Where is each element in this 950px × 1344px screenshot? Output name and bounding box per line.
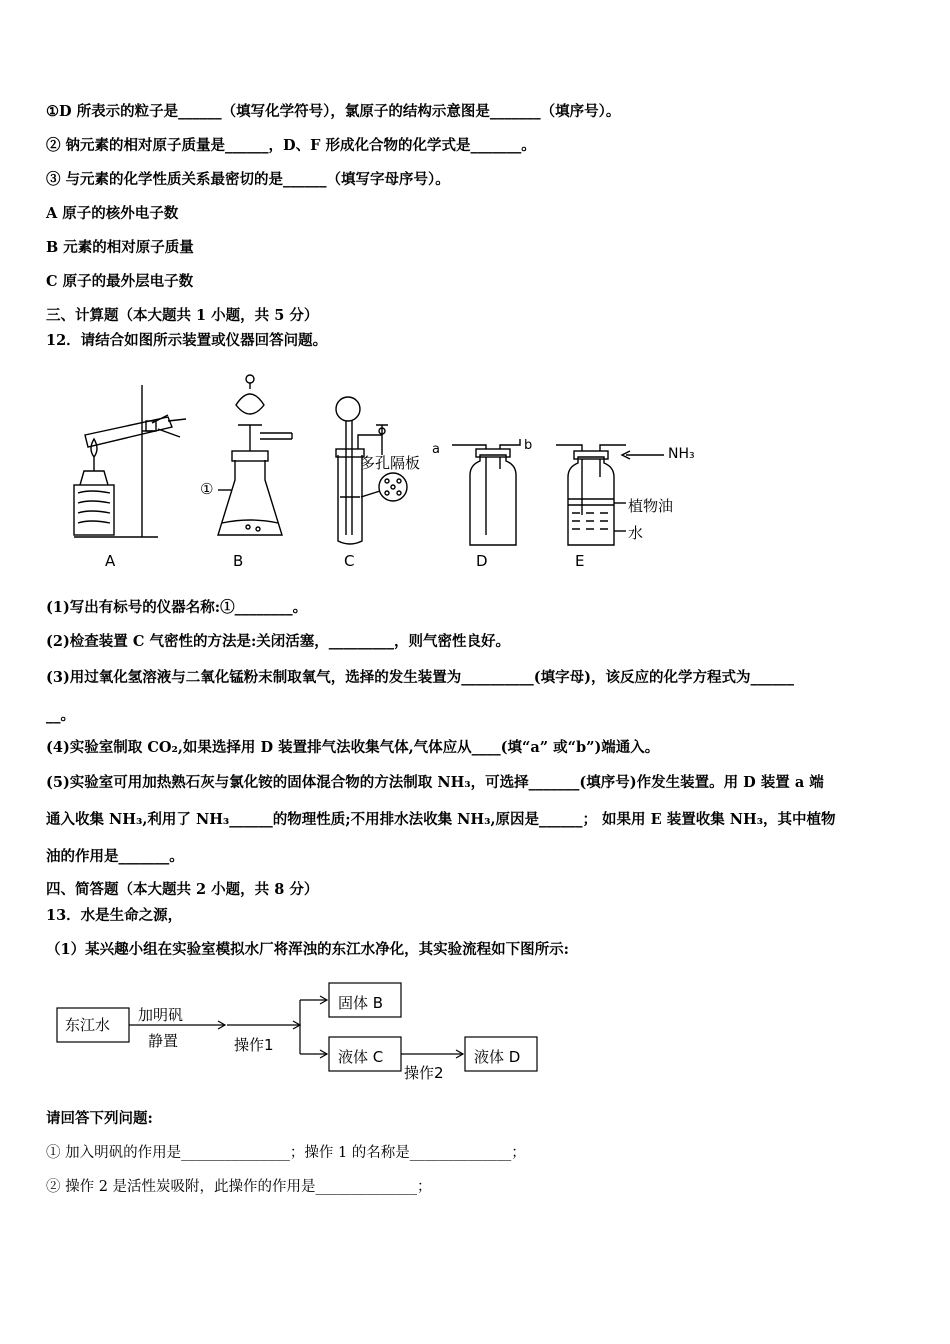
flow-liquid-c: 液体 C — [338, 1048, 384, 1066]
label-port-a: a — [432, 442, 440, 457]
q13-stem: 13．水是生命之源， — [46, 907, 183, 924]
label-porous-plate: 多孔隔板 — [360, 454, 421, 472]
apparatus-b — [218, 375, 292, 535]
label-c: C — [344, 552, 355, 570]
q12-stem: 12．请结合如图所示装置或仪器回答问题。 — [46, 332, 328, 349]
q11-line-3: ③ 与元素的化学性质关系最密切的是______（填写字母序号）。 — [46, 171, 450, 188]
q12-part-3-cont: __。 — [46, 707, 75, 724]
q12-part-3: (3)用过氧化氢溶液与二氧化锰粉末制取氧气，选择的发生装置为__________(填字母)，该反应的化学方程式为______ — [46, 669, 795, 686]
q13-part-1: （1）某兴趣小组在实验室模拟水厂将浑浊的东江水净化，其实验流程如下图所示: — [46, 941, 569, 958]
label-nh3: NH₃ — [668, 446, 695, 462]
q12-part-5: (5)实验室可用加热熟石灰与氯化铵的固体混合物的方法制取 NH₃，可选择_______(填序号)作发生装置。用 D 装置 a 端 — [46, 774, 824, 791]
apparatus-a — [74, 385, 186, 537]
label-water: 水 — [628, 524, 644, 542]
label-d: D — [476, 552, 488, 570]
label-b: B — [233, 552, 244, 570]
flow-operation-2: 操作2 — [404, 1064, 444, 1082]
q13-question-a: ① 加入明矾的作用是_______________；操作 1 的名称是______________； — [46, 1145, 526, 1161]
flow-chart — [55, 980, 555, 1090]
label-e: E — [575, 552, 585, 570]
option-a: A 原子的核外电子数 — [46, 205, 179, 222]
flow-settle: 静置 — [148, 1032, 179, 1050]
q12-part-1: (1)写出有标号的仪器名称:①________。 — [46, 599, 308, 616]
q11-line-1: ①D 所表示的粒子是______（填写化学符号），氯原子的结构示意图是_______（填序号）。 — [46, 103, 621, 120]
section-4-heading: 四、简答题（本大题共 2 小题，共 8 分） — [46, 881, 319, 898]
flow-operation-1: 操作1 — [234, 1036, 274, 1054]
label-port-b: b — [524, 438, 533, 453]
flow-solid-b: 固体 B — [338, 994, 384, 1012]
apparatus-d — [452, 439, 520, 545]
q13-prompt: 请回答下列问题: — [46, 1110, 153, 1127]
flow-start: 东江水 — [65, 1016, 111, 1034]
q12-part-5-cont-1: 通入收集 NH₃,利用了 NH₃______的物理性质;不用排水法收集 NH₃,原因是______； 如果用 E 装置收集 NH₃，其中植物 — [46, 811, 836, 828]
label-circle-1: ① — [200, 480, 214, 498]
label-a: A — [105, 552, 116, 570]
option-b: B 元素的相对原子质量 — [46, 239, 194, 256]
option-c: C 原子的最外层电子数 — [46, 273, 194, 290]
q12-part-5-cont-2: 油的作用是_______。 — [46, 848, 184, 865]
q12-part-2: (2)检查装置 C 气密性的方法是:关闭活塞，_________，则气密性良好。 — [46, 633, 511, 650]
label-vegetable-oil: 植物油 — [628, 497, 674, 515]
flow-liquid-d: 液体 D — [474, 1048, 521, 1066]
q12-part-4: (4)实验室制取 CO₂,如果选择用 D 装置排气法收集气体,气体应从____(填“a” 或“b”)端通入。 — [46, 739, 660, 756]
q13-question-b: ② 操作 2 是活性炭吸附，此操作的作用是______________； — [46, 1179, 432, 1195]
q11-line-2: ② 钠元素的相对原子质量是______，D、F 形成化合物的化学式是_______。 — [46, 137, 536, 154]
flow-add-alum: 加明矾 — [138, 1006, 184, 1024]
section-3-heading: 三、计算题（本大题共 1 小题，共 5 分） — [46, 307, 319, 324]
